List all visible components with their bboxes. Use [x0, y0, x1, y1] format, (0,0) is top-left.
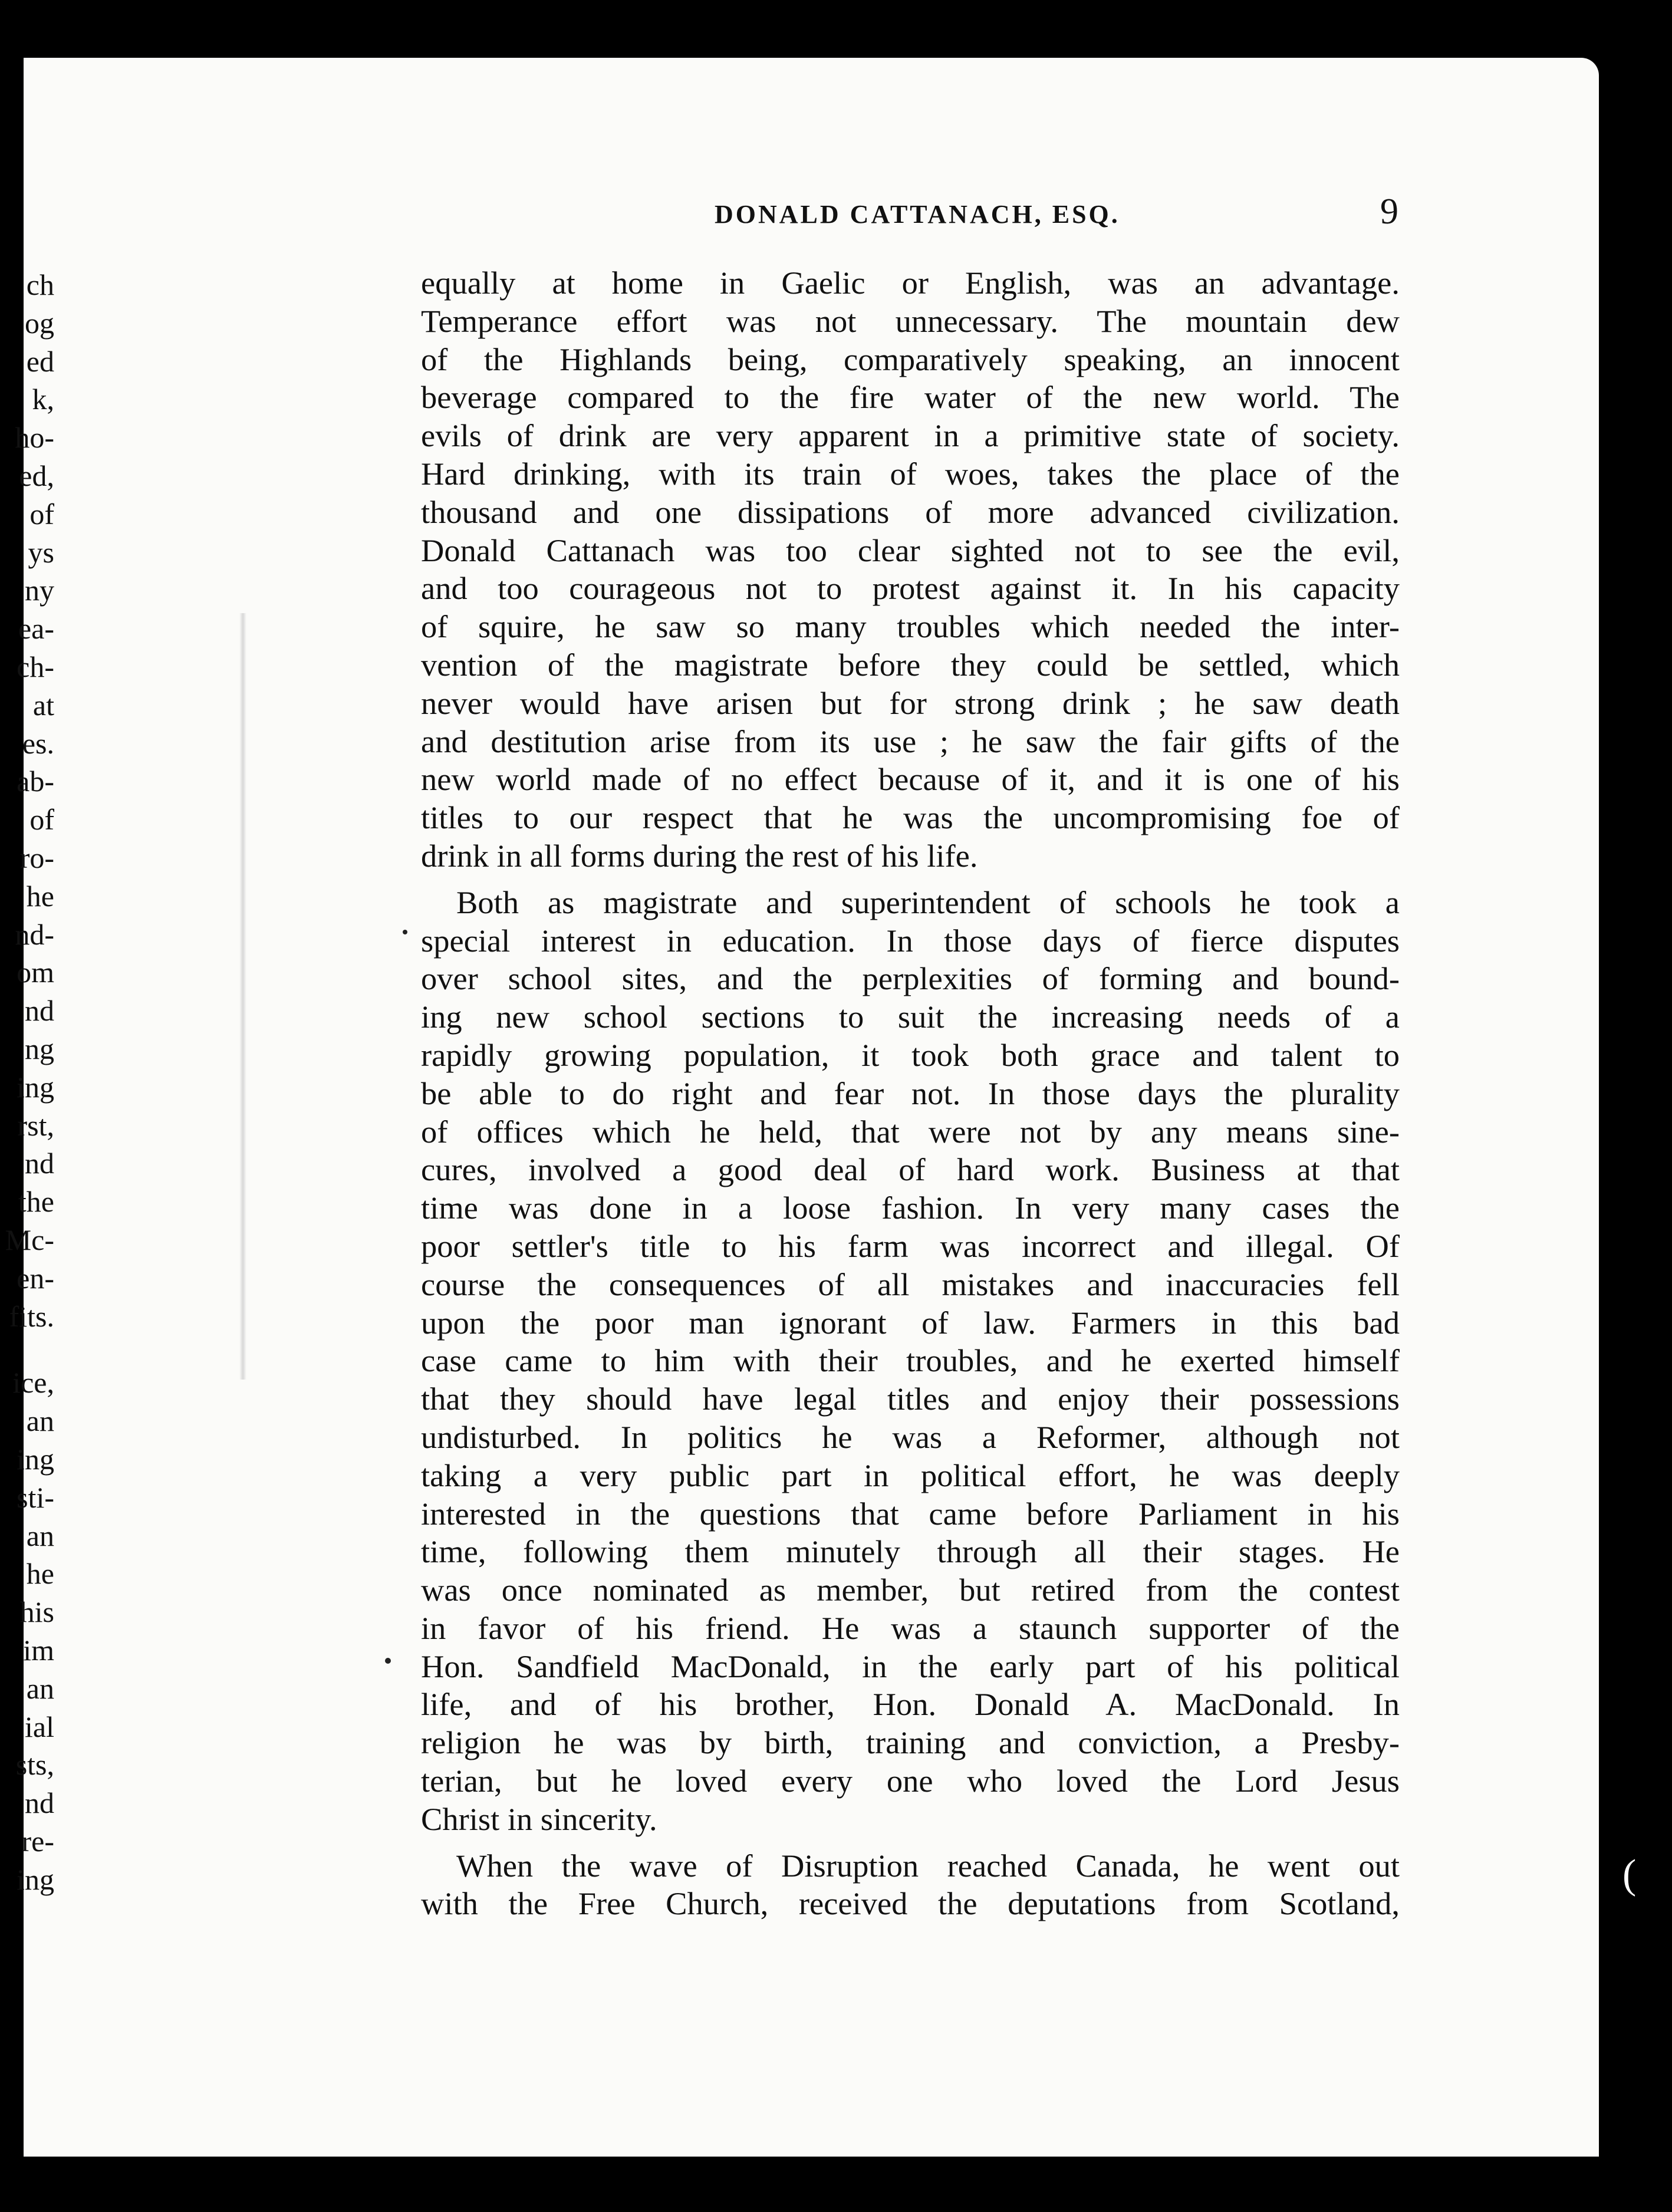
- previous-page-fragment: sts,: [15, 1748, 54, 1782]
- previous-page-fragment: ys: [28, 535, 54, 569]
- previous-page-fragment: his: [19, 1595, 54, 1629]
- page-crease: [239, 613, 246, 1380]
- previous-page-fragment: ch-: [17, 650, 54, 683]
- text-line: over school sites, and the perplexities of forming and bound-: [421, 960, 1400, 997]
- previous-page-fragment: nd: [25, 994, 54, 1028]
- text-line: life, and of his brother, Hon. Donald A. MacDonald. In: [421, 1686, 1400, 1723]
- text-line: religion he was by birth, training and conviction, a Presby-: [421, 1724, 1400, 1761]
- text-line: cures, involved a good deal of hard work. Business at that: [421, 1151, 1400, 1188]
- text-line: interested in the questions that came before Parliament in his: [421, 1495, 1400, 1532]
- ink-speck: [403, 930, 407, 934]
- previous-page-fragment: ea-: [18, 612, 54, 646]
- text-line: and destitution arise from its use ; he saw the fair gifts of the: [421, 723, 1400, 759]
- text-line: When the wave of Disruption reached Canada, he went out: [456, 1847, 1400, 1884]
- text-line: taking a very public part in political effort, he was deeply: [421, 1457, 1400, 1493]
- text-line: of the Highlands being, comparatively speaking, an innocent: [421, 341, 1400, 377]
- previous-page-fragment: nd-: [15, 917, 54, 951]
- text-line: equally at home in Gaelic or English, was an advantage.: [421, 265, 1400, 301]
- previous-page-fragment: og: [25, 306, 54, 340]
- text-line: time, following them minutely through all their stages. He: [421, 1533, 1400, 1570]
- previous-page-fragment: nd: [25, 1786, 54, 1820]
- text-line: course the consequences of all mistakes and inaccuracies fell: [421, 1266, 1400, 1302]
- text-line: Christ in sincerity.: [421, 1800, 657, 1837]
- text-line: case came to him with their troubles, and he exerted himself: [421, 1342, 1400, 1379]
- previous-page-fragment: en-: [17, 1261, 54, 1295]
- previous-page-fragment: es.: [22, 726, 54, 760]
- previous-page-fragment: Mc-: [5, 1223, 54, 1256]
- previous-page-fragment: ro-: [19, 841, 54, 874]
- paragraph: [421, 884, 1400, 1839]
- text-line: never would have arisen but for strong drink ; he saw death: [421, 684, 1400, 721]
- previous-page-fragment: at: [32, 688, 54, 722]
- text-line: Both as magistrate and superintendent of schools he took a: [456, 884, 1400, 920]
- text-line: evils of drink are very apparent in a primitive state of society.: [421, 417, 1400, 454]
- previous-page-fragment: ing: [17, 1070, 54, 1104]
- text-line: poor settler's title to his farm was incorrect and illegal. Of: [421, 1227, 1400, 1264]
- previous-page-margin: [0, 0, 65, 2212]
- previous-page-fragment: ng: [25, 1032, 54, 1065]
- previous-page-fragment: fits.: [9, 1299, 54, 1333]
- text-line: of offices which he held, that were not by any means sine-: [421, 1113, 1400, 1150]
- body-text: [421, 264, 1400, 1923]
- page-number: 9: [1380, 192, 1398, 232]
- previous-page-fragment: ny: [25, 574, 54, 607]
- previous-page-fragment: of: [29, 803, 54, 837]
- text-line: Hon. Sandfield MacDonald, in the early part of his political: [421, 1648, 1400, 1684]
- previous-page-fragment: an: [26, 1671, 54, 1705]
- previous-page-fragment: the: [18, 1185, 54, 1219]
- previous-page-fragment: k,: [32, 383, 54, 416]
- paragraph-gap: [421, 1839, 1400, 1847]
- previous-page-fragment: om: [17, 956, 54, 989]
- text-line: beverage compared to the fire water of the new world. The: [421, 379, 1400, 416]
- text-line: Temperance effort was not unnecessary. The mountain dew: [421, 302, 1400, 339]
- text-line: in favor of his friend. He was a staunch supporter of the: [421, 1609, 1400, 1646]
- paragraph: [421, 1847, 1400, 1924]
- previous-page-fragment: nd: [25, 1147, 54, 1180]
- previous-page-fragment: ed: [26, 344, 54, 378]
- text-line: be able to do right and fear not. In those days the plurality: [421, 1075, 1400, 1111]
- previous-page-fragment: ice,: [12, 1366, 54, 1400]
- text-line: vention of the magistrate before they could be settled, which: [421, 646, 1400, 683]
- previous-page-fragment: sti-: [17, 1480, 54, 1514]
- previous-page-fragment: ed,: [19, 459, 54, 492]
- previous-page-fragment: re-: [21, 1825, 54, 1858]
- previous-page-fragment: he: [26, 1557, 54, 1591]
- previous-page-fragment: he: [26, 879, 54, 913]
- text-line: ing new school sections to suit the increasing needs of a: [421, 999, 1400, 1035]
- text-line: thousand and one dissipations of more advanced civilization.: [421, 493, 1400, 530]
- text-line: that they should have legal titles and enjoy their possessions: [421, 1381, 1400, 1417]
- running-title: DONALD CATTANACH, ESQ.: [715, 200, 1120, 229]
- previous-page-fragment: an: [26, 1519, 54, 1552]
- text-line: new world made of no effect because of it, and it is one of his: [421, 761, 1400, 798]
- previous-page-fragment: ho-: [15, 421, 54, 455]
- previous-page-fragment: ab-: [17, 765, 54, 798]
- text-line: rapidly growing population, it took both grace and talent to: [421, 1036, 1400, 1073]
- previous-page-fragment: ing: [17, 1862, 54, 1896]
- margin-mark: (: [1622, 1852, 1637, 1897]
- text-line: with the Free Church, received the deputations from Scotland,: [421, 1885, 1400, 1922]
- text-line: Donald Cattanach was too clear sighted not to see the evil,: [421, 532, 1400, 568]
- previous-page-fragment: of: [29, 497, 54, 531]
- paragraph: [421, 264, 1400, 875]
- previous-page-fragment: ing: [17, 1443, 54, 1476]
- previous-page-fragment: im: [23, 1634, 54, 1667]
- previous-page-fragment: an: [26, 1404, 54, 1438]
- text-line: was once nominated as member, but retired from the contest: [421, 1572, 1400, 1608]
- text-line: upon the poor man ignorant of law. Farmers in this bad: [421, 1304, 1400, 1341]
- text-line: titles to our respect that he was the uncompromising foe of: [421, 799, 1400, 836]
- previous-page-fragment: rst,: [17, 1108, 54, 1142]
- text-line: drink in all forms during the rest of his life.: [421, 837, 978, 874]
- text-line: time was done in a loose fashion. In very many cases the: [421, 1190, 1400, 1226]
- text-line: Hard drinking, with its train of woes, takes the place of the: [421, 455, 1400, 492]
- text-line: undisturbed. In politics he was a Reformer, although not: [421, 1418, 1400, 1455]
- paragraph-gap: [421, 875, 1400, 884]
- previous-page-fragment: ial: [25, 1710, 54, 1743]
- previous-page-fragment: ch: [26, 268, 54, 301]
- text-line: terian, but he loved every one who loved the Lord Jesus: [421, 1763, 1400, 1799]
- text-line: of squire, he saw so many troubles which needed the inter-: [421, 608, 1400, 645]
- text-line: special interest in education. In those days of fierce disputes: [421, 922, 1400, 959]
- text-line: and too courageous not to protest against it. In his capacity: [421, 570, 1400, 607]
- ink-speck: [385, 1658, 391, 1664]
